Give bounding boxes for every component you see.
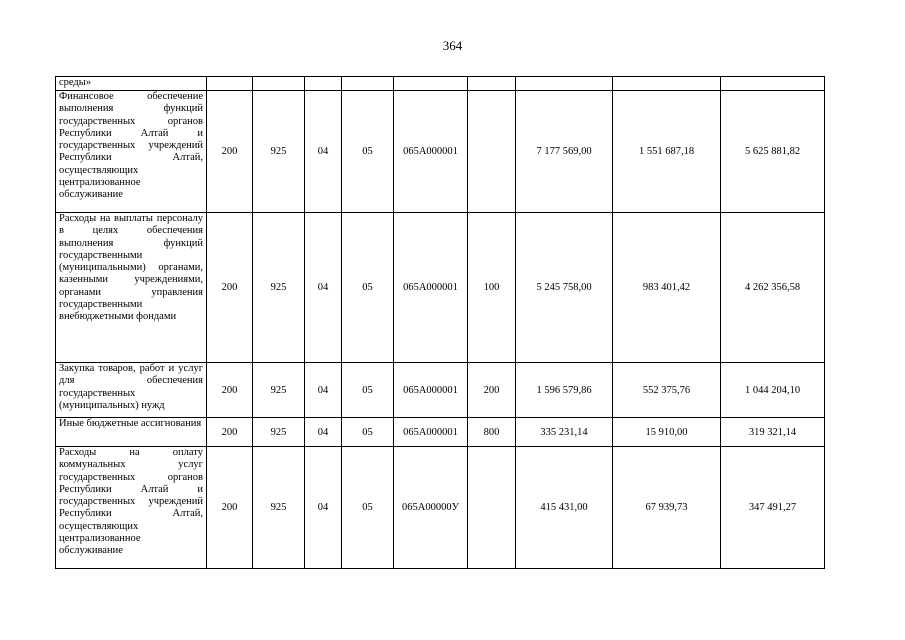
expense-type-code [468,91,516,213]
target-code [394,77,468,91]
subsection-code: 05 [342,418,394,447]
subsection-code: 05 [342,91,394,213]
table-row [56,91,825,213]
admin-code [207,77,253,91]
subsection-code [342,77,394,91]
ministry-code [253,77,305,91]
row-name: Иные бюджетные ассигнования [56,418,207,447]
target-code: 065А000001 [394,363,468,418]
actual-amount: 552 375,76 [613,363,721,418]
admin-code: 200 [207,363,253,418]
table-row [56,447,825,569]
remainder-amount: 347 491,27 [721,447,825,569]
section-code: 04 [305,91,342,213]
row-name: Финансовое обеспечение выполнения функций государственных органов Республики Алтай и государственных учреждений Республики Алтай, осуществляющих централизованное обслуживание [56,91,207,213]
subsection-code: 05 [342,447,394,569]
ministry-code: 925 [253,447,305,569]
target-code: 065А000001 [394,91,468,213]
actual-amount: 15 910,00 [613,418,721,447]
actual-amount: 983 401,42 [613,213,721,363]
target-code: 065А00000У [394,447,468,569]
section-code: 04 [305,363,342,418]
ministry-code: 925 [253,91,305,213]
target-code: 065А000001 [394,213,468,363]
admin-code: 200 [207,213,253,363]
subsection-code: 05 [342,363,394,418]
plan-amount: 335 231,14 [516,418,613,447]
plan-amount [516,77,613,91]
plan-amount: 415 431,00 [516,447,613,569]
target-code: 065А000001 [394,418,468,447]
section-code [305,77,342,91]
admin-code: 200 [207,91,253,213]
section-code: 04 [305,447,342,569]
table-row [56,213,825,363]
expense-type-code: 200 [468,363,516,418]
remainder-amount: 319 321,14 [721,418,825,447]
expense-type-code: 800 [468,418,516,447]
actual-amount [613,77,721,91]
remainder-amount: 1 044 204,10 [721,363,825,418]
admin-code: 200 [207,418,253,447]
page-number: 364 [442,38,463,53]
actual-amount: 67 939,73 [613,447,721,569]
row-name: среды» [56,77,207,91]
plan-amount: 7 177 569,00 [516,91,613,213]
row-name: Расходы на выплаты персоналу в целях обеспечения выполнения функций государственными (муниципальными) органами, казенными учреждениями, органами управления государственными внебюджетными фондами [56,213,207,363]
row-name: Расходы на оплату коммунальных услуг государственных органов Республики Алтай и государственных учреждений Республики Алтай, осуществляющих централизованное обслуживание [56,447,207,569]
subsection-code: 05 [342,213,394,363]
section-code: 04 [305,213,342,363]
budget-table [55,76,825,569]
expense-type-code [468,447,516,569]
expense-type-code: 100 [468,213,516,363]
ministry-code: 925 [253,418,305,447]
ministry-code: 925 [253,213,305,363]
plan-amount: 5 245 758,00 [516,213,613,363]
admin-code: 200 [207,447,253,569]
remainder-amount [721,77,825,91]
ministry-code: 925 [253,363,305,418]
actual-amount: 1 551 687,18 [613,91,721,213]
table-row [56,363,825,418]
remainder-amount: 5 625 881,82 [721,91,825,213]
table-row [56,418,825,447]
remainder-amount: 4 262 356,58 [721,213,825,363]
plan-amount: 1 596 579,86 [516,363,613,418]
expense-type-code [468,77,516,91]
table-row [56,77,825,91]
row-name: Закупка товаров, работ и услуг для обеспечения государственных (муниципальных) нужд [56,363,207,418]
section-code: 04 [305,418,342,447]
